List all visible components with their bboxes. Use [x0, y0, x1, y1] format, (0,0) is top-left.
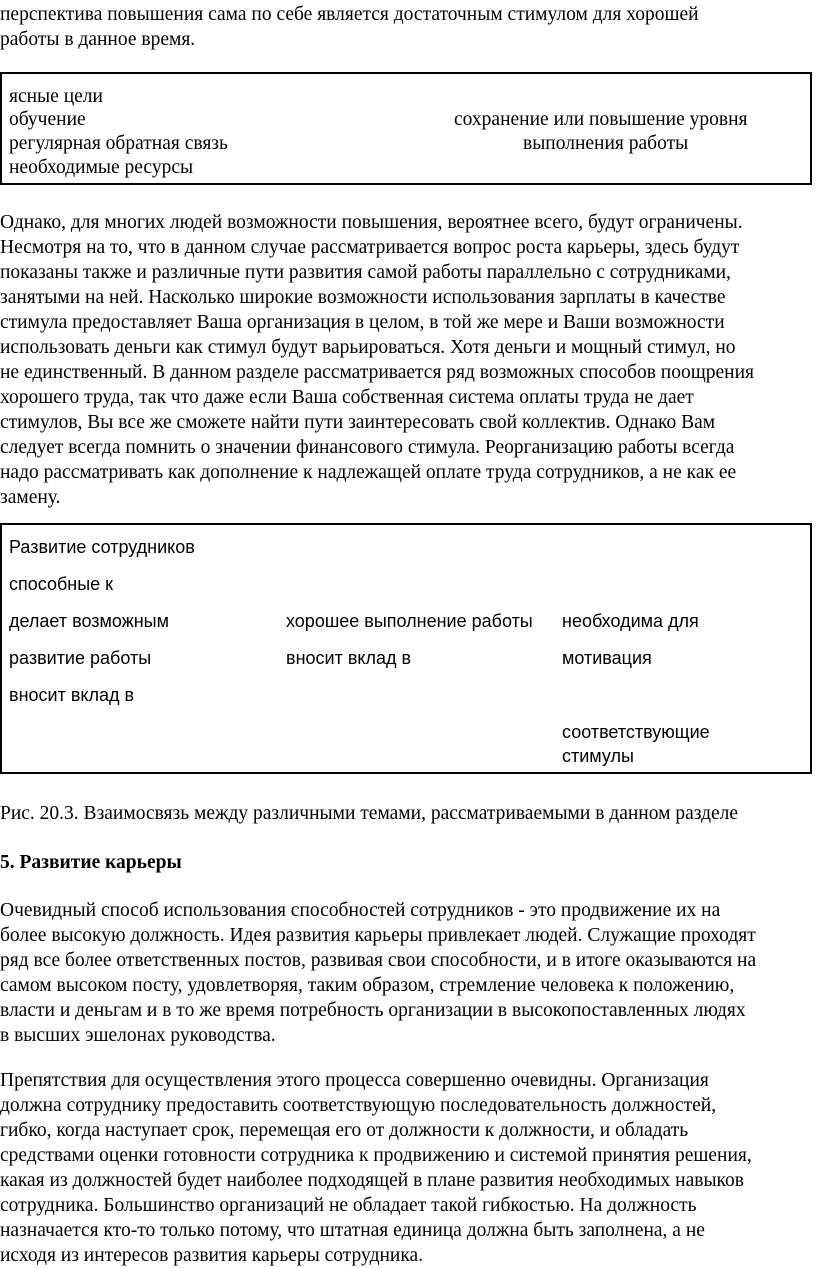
text-line: более высокую должность. Идея развития карьеры привлекает людей. Служащие проходят	[0, 925, 756, 946]
figure-caption: Рис. 20.3. Взаимосвязь между различными темами, рассматриваемыми в данном разделе	[0, 803, 739, 824]
diagram-node: мотивация	[562, 648, 652, 668]
text-line: Несмотря на то, что в данном случае рассматривается вопрос роста карьеры, здесь будут	[0, 237, 740, 258]
text-line: самом высоком посту, удовлетворяя, таким образом, стремление человека к положению,	[0, 975, 735, 996]
diagram-box-development	[0, 523, 812, 774]
text-line: средствами оценки готовности сотрудника к продвижению и системой принятия решения,	[0, 1145, 752, 1166]
diagram-node: развитие работы	[9, 648, 152, 668]
text-line: Препятствия для осуществления этого процесса совершенно очевидны. Организация	[0, 1070, 709, 1091]
text-line: использовать деньги как стимул будут варьироваться. Хотя деньги и мощный стимул, но	[0, 337, 736, 358]
text-line: назначается кто-то только потому, что штатная единица должна быть заполнена, а не	[0, 1220, 705, 1241]
text-line: надо рассматривать как дополнение к надлежащей оплате труда сотрудников, а не как ее	[0, 462, 737, 483]
text-line: хорошего труда, так что даже если Ваша собственная система оплаты труда не дает	[0, 387, 694, 408]
text-line: ряд все более ответственных постов, развивая свои способности, и в итоге оказываются на	[0, 950, 757, 971]
diagram-node: Развитие сотрудников	[9, 537, 195, 557]
diagram-node: стимулы	[562, 746, 634, 766]
text-line: стимула предоставляет Ваша организация в целом, в той же мере и Ваши возможности	[0, 312, 725, 333]
text-line: следует всегда помнить о значении финансового стимула. Реорганизацию работы всегда	[0, 437, 735, 458]
text-line: занятыми на ней. Насколько широкие возможности использования зарплаты в качестве	[0, 287, 726, 308]
box-outcome: выполнения работы	[523, 133, 689, 154]
text-line: в высших эшелонах руководства.	[0, 1025, 276, 1046]
text-line: стимулов, Вы все же сможете найти пути заинтересовать свой коллектив. Однако Вам	[0, 412, 716, 433]
diagram-node: делает возможным	[9, 611, 169, 631]
box-item: необходимые ресурсы	[9, 157, 194, 178]
text-line: не единственный. В данном разделе рассматривается ряд возможных способов поощрения	[0, 362, 754, 383]
diagram-node: вносит вклад в	[286, 648, 412, 668]
text-line: какая из должностей будет наиболее подходящей в плане развития необходимых навыков	[0, 1170, 744, 1191]
diagram-box-goals	[0, 72, 812, 185]
box-outcome: сохранение или повышение уровня	[454, 109, 748, 130]
text-line: сотрудника. Большинство организаций не обладает такой гибкостью. На должность	[0, 1195, 697, 1216]
text-line: Однако, для многих людей возможности повышения, вероятнее всего, будут ограничены.	[0, 212, 743, 233]
diagram-node: вносит вклад в	[9, 685, 135, 705]
text-line: исходя из интересов развития карьеры сотрудника.	[0, 1245, 424, 1266]
diagram-node: соответствующие	[562, 722, 710, 742]
text-line: замену.	[0, 487, 61, 508]
section-heading: 5. Развитие карьеры	[0, 852, 182, 873]
diagram-node: необходима для	[562, 611, 699, 631]
text-line: Очевидный способ использования способностей сотрудников - это продвижение их на	[0, 900, 721, 921]
intro-line: перспектива повышения сама по себе является достаточным стимулом для хорошей	[0, 4, 699, 25]
box-item: обучение	[9, 109, 86, 130]
diagram-node: хорошее выполнение работы	[286, 611, 533, 631]
diagram-node: способные к	[9, 574, 114, 594]
box-item: регулярная обратная связь	[9, 133, 228, 154]
text-line: гибко, когда наступает срок, перемещая его от должности к должности, и обладать	[0, 1120, 689, 1141]
text-line: должна сотруднику предоставить соответствующую последовательность должностей,	[0, 1095, 717, 1116]
text-line: показаны также и различные пути развития самой работы параллельно с сотрудниками,	[0, 262, 731, 283]
intro-line: работы в данное время.	[0, 29, 196, 50]
text-line: власти и деньгам и в то же время потребность организации в высокопоставленных людях	[0, 1000, 746, 1021]
box-item: ясные цели	[9, 86, 103, 107]
